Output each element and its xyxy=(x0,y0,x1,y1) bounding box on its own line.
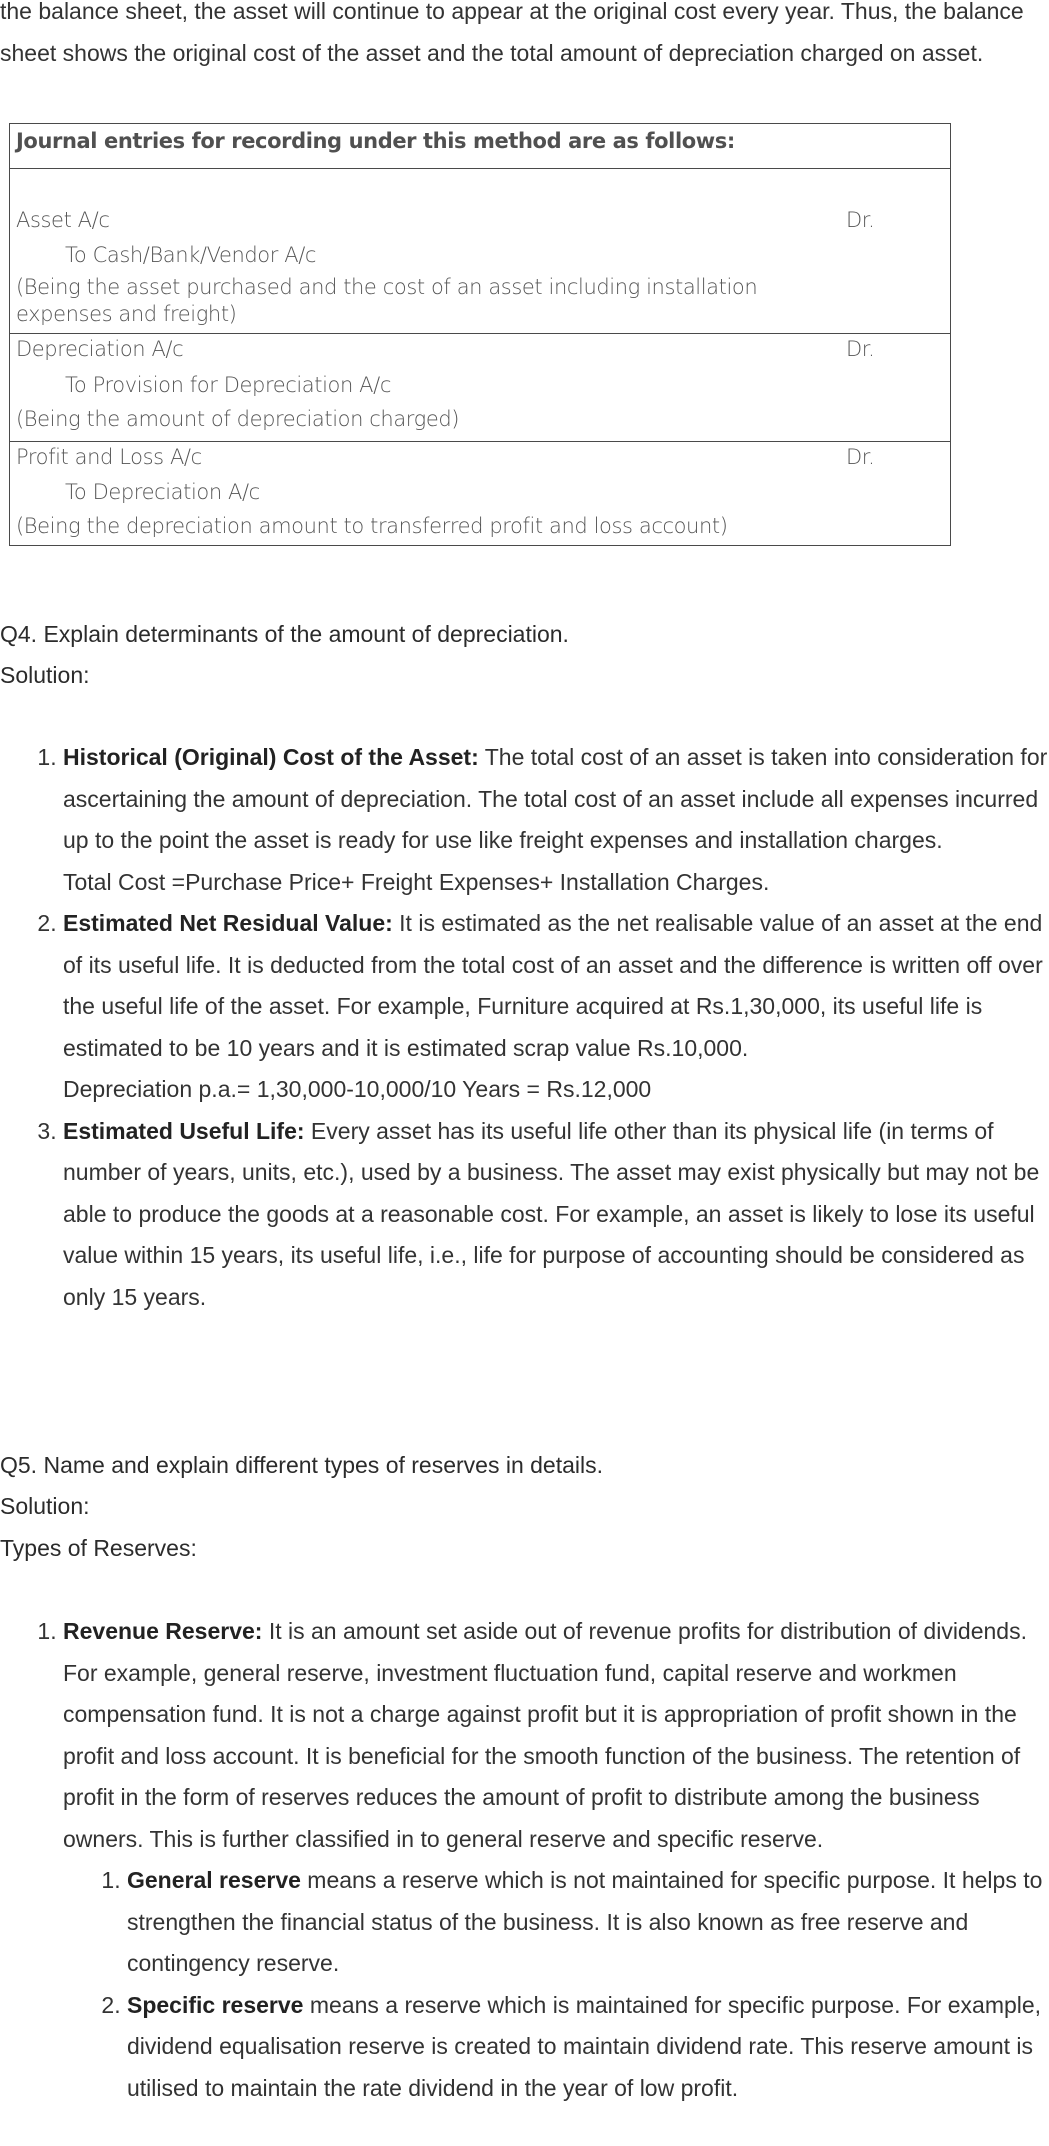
item-term: Historical (Original) Cost of the Asset: xyxy=(63,744,479,770)
journal-debit: Asset A/c xyxy=(16,208,110,232)
reserve-subtypes-list xyxy=(63,1860,1049,2109)
list-item xyxy=(127,1985,1049,2110)
q5-title: Q5. Name and explain different types of reserves in details. xyxy=(0,1452,604,1478)
item-term: Specific reserve xyxy=(127,1991,304,2018)
journal-entry xyxy=(10,442,950,546)
journal-dr: Dr. xyxy=(846,337,875,361)
journal-narration: (Being the amount of depreciation charged) xyxy=(16,407,460,431)
journal-entry xyxy=(10,334,950,442)
item-term: Revenue Reserve: xyxy=(63,1618,263,1644)
item-term: Estimated Net Residual Value: xyxy=(63,910,393,936)
item-formula: Total Cost =Purchase Price+ Freight Expenses+ Installation Charges. xyxy=(63,868,770,895)
q5-reserves-list xyxy=(0,1611,1049,2109)
journal-debit: Profit and Loss A/c xyxy=(16,445,202,469)
item-formula: Depreciation p.a.= 1,30,000-10,000/10 Years = Rs.12,000 xyxy=(63,1076,652,1102)
item-text: Every asset has its useful life other than its physical life (in terms of number of years, units, etc.), used by a business. The asset may exist physically but may not be able to produce the goods at a reasonable cost. For example, an asset is likely to lose its useful value within 15 years, its useful life, i.e., life for purpose of accounting should be considered as only 15 years. xyxy=(63,1117,1040,1310)
q4-solution-label: Solution: xyxy=(0,662,90,688)
journal-entry xyxy=(10,169,950,334)
journal-credit: To Depreciation A/c xyxy=(65,480,260,504)
journal-heading: Journal entries for recording under this method are as follows: xyxy=(10,124,950,169)
list-item xyxy=(63,737,1049,903)
journal-narration: (Being the asset purchased and the cost of an asset including installation expenses and freight) xyxy=(16,275,758,326)
intro-paragraph: the balance sheet, the asset will continue to appear at the original cost every year. Thus, the balance sheet shows the original cost of the asset and the total amount of depreciation charged on asset. xyxy=(0,0,1024,66)
q4-title: Q4. Explain determinants of the amount of depreciation. xyxy=(0,621,569,647)
journal-entries-table xyxy=(9,123,951,546)
item-term: Estimated Useful Life: xyxy=(63,1117,305,1144)
list-item xyxy=(63,903,1049,1111)
item-text: It is an amount set aside out of revenue profits for distribution of dividends. For example, general reserve, investment fluctuation fund, capital reserve and workmen compensation fund. It is not a charge against profit but it is appropriation of profit shown in the profit and loss account. It is beneficial for the smooth function of the business. The retention of profit in the form of reserves reduces the amount of profit to distribute among the business owners. This is further classified in to general reserve and specific reserve. xyxy=(63,1618,1027,1852)
item-text: means a reserve which is maintained for specific purpose. For example, dividend equalisation reserve is created to maintain dividend rate. This reserve amount is utilised to maintain the rate dividend in the year of low profit. xyxy=(127,1991,1042,2101)
journal-dr: Dr. xyxy=(846,445,875,469)
q5-solution-label: Solution: xyxy=(0,1493,90,1519)
list-item xyxy=(63,1611,1049,2109)
item-text: The total cost of an asset is taken into consideration for ascertaining the amount of depreciation. The total cost of an asset include all expenses incurred up to the point the asset is ready for use like freight expenses and installation charges. xyxy=(63,744,1048,853)
list-item xyxy=(63,1111,1049,1319)
journal-narration: (Being the depreciation amount to transferred profit and loss account) xyxy=(16,514,728,538)
item-text: means a reserve which is not maintained for specific purpose. It helps to strengthen the financial status of the business. It is also known as free reserve and contingency reserve. xyxy=(127,1867,1043,1976)
item-text: It is estimated as the net realisable value of an asset at the end of its useful life. It is deducted from the total cost of an asset and the difference is written off over the useful life of the asset. For example, Furniture acquired at Rs.1,30,000, its useful life is estimated to be 10 years and it is estimated scrap value Rs.10,000. xyxy=(63,910,1043,1061)
journal-dr: Dr. xyxy=(846,208,875,232)
journal-credit: To Cash/Bank/Vendor A/c xyxy=(65,243,317,267)
q5-subheading: Types of Reserves: xyxy=(0,1535,197,1561)
list-item xyxy=(127,1860,1049,1985)
item-term: General reserve xyxy=(127,1867,301,1893)
journal-debit: Depreciation A/c xyxy=(16,337,184,361)
q4-determinants-list xyxy=(0,737,1049,1318)
journal-credit: To Provision for Depreciation A/c xyxy=(65,373,391,397)
